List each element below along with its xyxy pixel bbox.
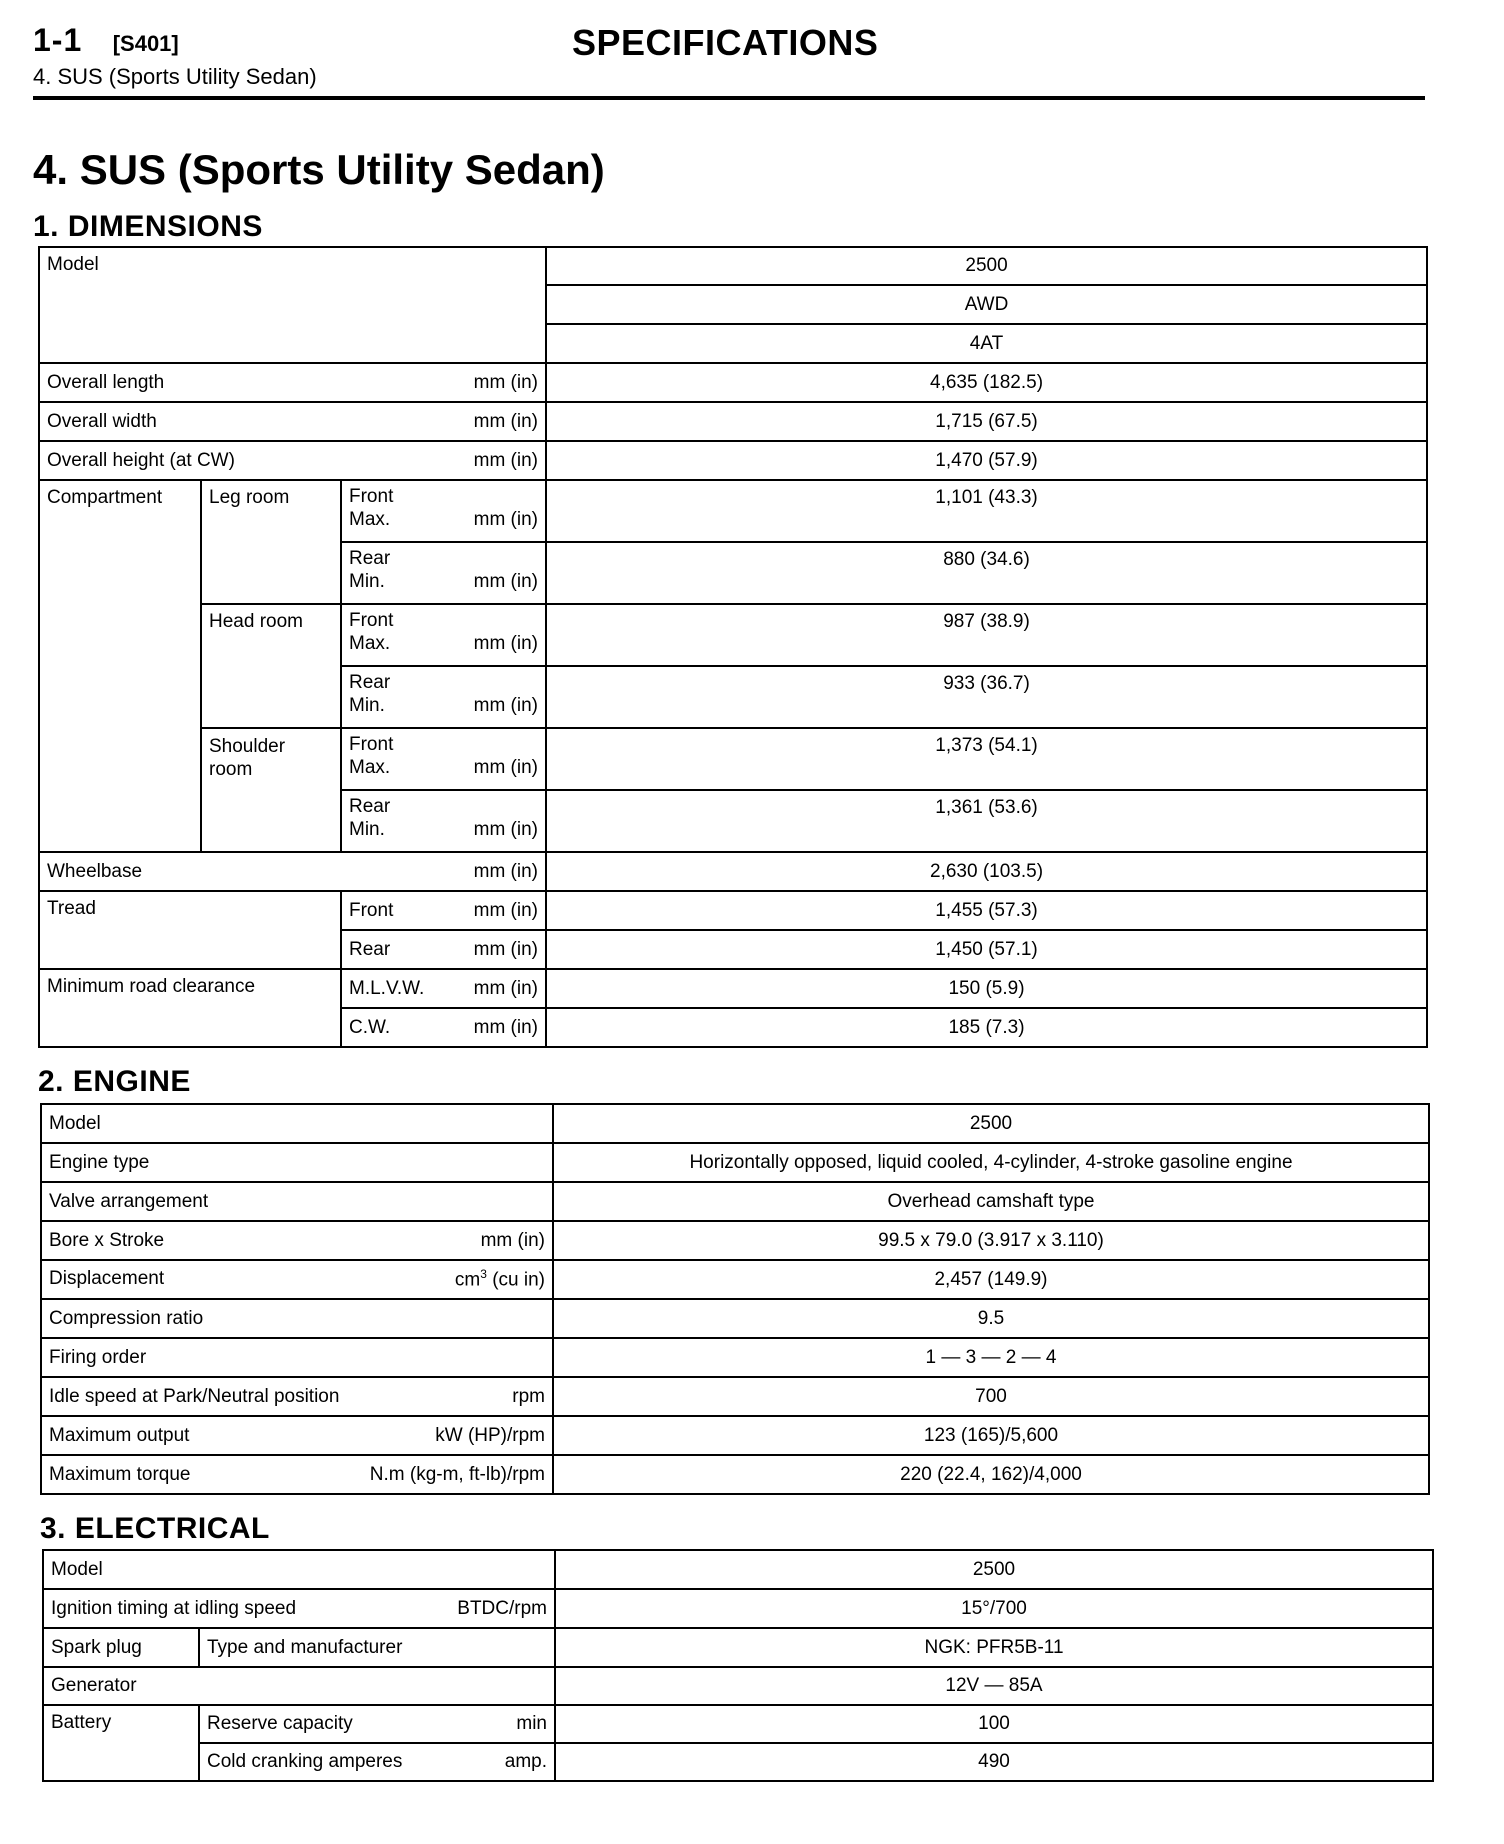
header-subtitle: 4. SUS (Sports Utility Sedan) bbox=[33, 64, 317, 89]
engine-type-value: Horizontally opposed, liquid cooled, 4-cylinder, 4-stroke gasoline engine bbox=[553, 1143, 1429, 1182]
table-row bbox=[41, 1377, 1429, 1416]
row-label: Idle speed at Park/Neutral position bbox=[49, 1385, 340, 1407]
table-row bbox=[39, 363, 1427, 402]
row-label: Maximum torque bbox=[49, 1463, 191, 1485]
table-row bbox=[43, 1743, 1433, 1781]
unit-label: rpm bbox=[512, 1385, 545, 1407]
dimensions-table bbox=[38, 246, 1428, 1048]
unit-label: mm (in) bbox=[473, 899, 539, 921]
table-row bbox=[41, 1260, 1429, 1299]
table-row bbox=[41, 1416, 1429, 1455]
table-row bbox=[43, 1550, 1433, 1589]
unit-label: mm (in) bbox=[473, 571, 539, 592]
bore-value: 99.5 x 79.0 (3.917 x 3.110) bbox=[553, 1221, 1429, 1260]
displacement-value: 2,457 (149.9) bbox=[553, 1260, 1429, 1299]
unit-label: mm (in) bbox=[473, 819, 539, 840]
idle-speed-value: 700 bbox=[553, 1377, 1429, 1416]
head-room-label: Head room bbox=[201, 604, 341, 728]
limit-label: Min. bbox=[349, 819, 385, 840]
engine-model-value: 2500 bbox=[553, 1104, 1429, 1143]
max-torque-value: 220 (22.4, 162)/4,000 bbox=[553, 1455, 1429, 1494]
page-header-left bbox=[33, 22, 179, 59]
row-label: Ignition timing at idling speed bbox=[51, 1597, 297, 1619]
table-row bbox=[39, 852, 1427, 891]
head-room-rear-value: 933 (36.7) bbox=[546, 666, 1427, 728]
header-rule bbox=[33, 96, 1425, 100]
limit-label: Max. bbox=[349, 509, 391, 530]
document-title: 4. SUS (Sports Utility Sedan) bbox=[33, 146, 605, 193]
row-label: Generator bbox=[43, 1667, 555, 1705]
spark-plug-value: NGK: PFR5B-11 bbox=[555, 1628, 1433, 1667]
shoulder-room-front-value: 1,373 (54.1) bbox=[546, 728, 1427, 790]
table-row bbox=[39, 969, 1427, 1008]
tread-front-value: 1,455 (57.3) bbox=[546, 891, 1427, 930]
electrical-heading: 3. ELECTRICAL bbox=[40, 1512, 270, 1545]
table-row bbox=[43, 1667, 1433, 1705]
transmission-value: 4AT bbox=[546, 324, 1427, 363]
tread-rear-value: 1,450 (57.1) bbox=[546, 930, 1427, 969]
row-label: Maximum output bbox=[49, 1424, 190, 1446]
model-label: Model bbox=[39, 247, 546, 363]
row-label: Valve arrangement bbox=[41, 1182, 553, 1221]
unit-label: min bbox=[516, 1713, 547, 1734]
position-label: Front bbox=[349, 610, 394, 631]
row-unit: mm (in) bbox=[473, 410, 539, 432]
head-room-front-value: 987 (38.9) bbox=[546, 604, 1427, 666]
position-label: Rear bbox=[349, 548, 391, 569]
table-row bbox=[41, 1143, 1429, 1182]
row-label: Overall width bbox=[47, 410, 157, 432]
unit-label: kW (HP)/rpm bbox=[435, 1424, 545, 1446]
unit-label: mm (in) bbox=[473, 757, 539, 778]
engine-heading: 2. ENGINE bbox=[38, 1065, 191, 1098]
battery-label: Battery bbox=[43, 1705, 199, 1781]
table-row bbox=[43, 1589, 1433, 1628]
leg-room-rear-value: 880 (34.6) bbox=[546, 542, 1427, 604]
sub-label: Cold cranking amperes bbox=[207, 1751, 403, 1772]
section-code: [S401] bbox=[112, 31, 179, 56]
table-row bbox=[39, 441, 1427, 480]
table-row bbox=[39, 402, 1427, 441]
unit-label: N.m (kg-m, ft-lb)/rpm bbox=[369, 1463, 545, 1485]
unit-label: mm (in) bbox=[473, 860, 539, 882]
sub-label: Type and manufacturer bbox=[199, 1628, 555, 1667]
unit-label: mm (in) bbox=[480, 1229, 545, 1251]
table-row bbox=[41, 1104, 1429, 1143]
row-label: Overall length bbox=[47, 371, 165, 393]
reserve-capacity-value: 100 bbox=[555, 1705, 1433, 1743]
cold-cranking-value: 490 bbox=[555, 1743, 1433, 1781]
unit-label: mm (in) bbox=[473, 938, 539, 960]
table-row bbox=[39, 604, 1427, 666]
overall-width-value: 1,715 (67.5) bbox=[546, 402, 1427, 441]
engine-table bbox=[40, 1103, 1430, 1495]
unit-label: mm (in) bbox=[473, 1016, 539, 1038]
row-label: Displacement bbox=[49, 1268, 165, 1290]
unit-label: BTDC/rpm bbox=[457, 1597, 547, 1619]
compartment-label: Compartment bbox=[39, 480, 201, 852]
shoulder-room-rear-value: 1,361 (53.6) bbox=[546, 790, 1427, 852]
row-unit: mm (in) bbox=[473, 449, 539, 471]
position-label: Rear bbox=[349, 796, 391, 817]
clearance-mlvw-value: 150 (5.9) bbox=[546, 969, 1427, 1008]
max-output-value: 123 (165)/5,600 bbox=[553, 1416, 1429, 1455]
unit-label: mm (in) bbox=[473, 695, 539, 716]
limit-label: Min. bbox=[349, 695, 385, 716]
shoulder-room-label: Shoulder bbox=[209, 736, 286, 757]
row-label: Model bbox=[43, 1550, 555, 1589]
leg-room-front-value: 1,101 (43.3) bbox=[546, 480, 1427, 542]
compression-value: 9.5 bbox=[553, 1299, 1429, 1338]
row-label: Model bbox=[41, 1104, 553, 1143]
overall-length-value: 4,635 (182.5) bbox=[546, 363, 1427, 402]
row-label: Engine type bbox=[41, 1143, 553, 1182]
electrical-table bbox=[42, 1549, 1434, 1782]
unit-label: mm (in) bbox=[473, 633, 539, 654]
position-label: Front bbox=[349, 734, 394, 755]
position-label: Front bbox=[349, 486, 394, 507]
table-row bbox=[41, 1221, 1429, 1260]
wheelbase-label: Wheelbase bbox=[47, 860, 143, 882]
limit-label: Min. bbox=[349, 571, 385, 592]
row-label: Bore x Stroke bbox=[49, 1229, 165, 1251]
electrical-model-value: 2500 bbox=[555, 1550, 1433, 1589]
generator-value: 12V — 85A bbox=[555, 1667, 1433, 1705]
clearance-label: Minimum road clearance bbox=[39, 969, 341, 1047]
row-label: Compression ratio bbox=[41, 1299, 553, 1338]
condition-label: M.L.V.W. bbox=[349, 977, 425, 999]
position-label: Front bbox=[349, 899, 394, 921]
limit-label: Max. bbox=[349, 633, 391, 654]
clearance-cw-value: 185 (7.3) bbox=[546, 1008, 1427, 1047]
valve-value: Overhead camshaft type bbox=[553, 1182, 1429, 1221]
table-row bbox=[41, 1455, 1429, 1494]
unit-label: mm (in) bbox=[473, 509, 539, 530]
row-label: Overall height (at CW) bbox=[47, 449, 235, 471]
table-row bbox=[43, 1628, 1433, 1667]
leg-room-label: Leg room bbox=[201, 480, 341, 604]
shoulder-room-label-2: room bbox=[209, 759, 253, 780]
wheelbase-value: 2,630 (103.5) bbox=[546, 852, 1427, 891]
position-label: Rear bbox=[349, 672, 391, 693]
row-label: Spark plug bbox=[43, 1628, 199, 1667]
table-row bbox=[41, 1182, 1429, 1221]
limit-label: Max. bbox=[349, 757, 391, 778]
condition-label: C.W. bbox=[349, 1016, 391, 1038]
dimensions-heading: 1. DIMENSIONS bbox=[33, 210, 263, 243]
table-row bbox=[39, 480, 1427, 542]
ignition-timing-value: 15°/700 bbox=[555, 1589, 1433, 1628]
drive-value: AWD bbox=[546, 285, 1427, 324]
header-title: SPECIFICATIONS bbox=[572, 22, 879, 63]
firing-order-value: 1 — 3 — 2 — 4 bbox=[553, 1338, 1429, 1377]
table-row bbox=[41, 1338, 1429, 1377]
table-row bbox=[39, 728, 1427, 790]
row-unit: mm (in) bbox=[473, 371, 539, 393]
table-row bbox=[39, 891, 1427, 930]
table-row bbox=[39, 247, 1427, 285]
table-row bbox=[41, 1299, 1429, 1338]
sub-label: Reserve capacity bbox=[207, 1713, 353, 1734]
position-label: Rear bbox=[349, 938, 391, 960]
unit-label: $cm^3$ (cu in) bbox=[454, 1267, 545, 1291]
table-row bbox=[43, 1705, 1433, 1743]
row-label: Firing order bbox=[41, 1338, 553, 1377]
unit-label: amp. bbox=[504, 1751, 547, 1772]
page-number: 1-1 bbox=[33, 22, 83, 58]
overall-height-value: 1,470 (57.9) bbox=[546, 441, 1427, 480]
unit-label: mm (in) bbox=[473, 977, 539, 999]
model-value: 2500 bbox=[546, 247, 1427, 285]
tread-label: Tread bbox=[39, 891, 341, 969]
